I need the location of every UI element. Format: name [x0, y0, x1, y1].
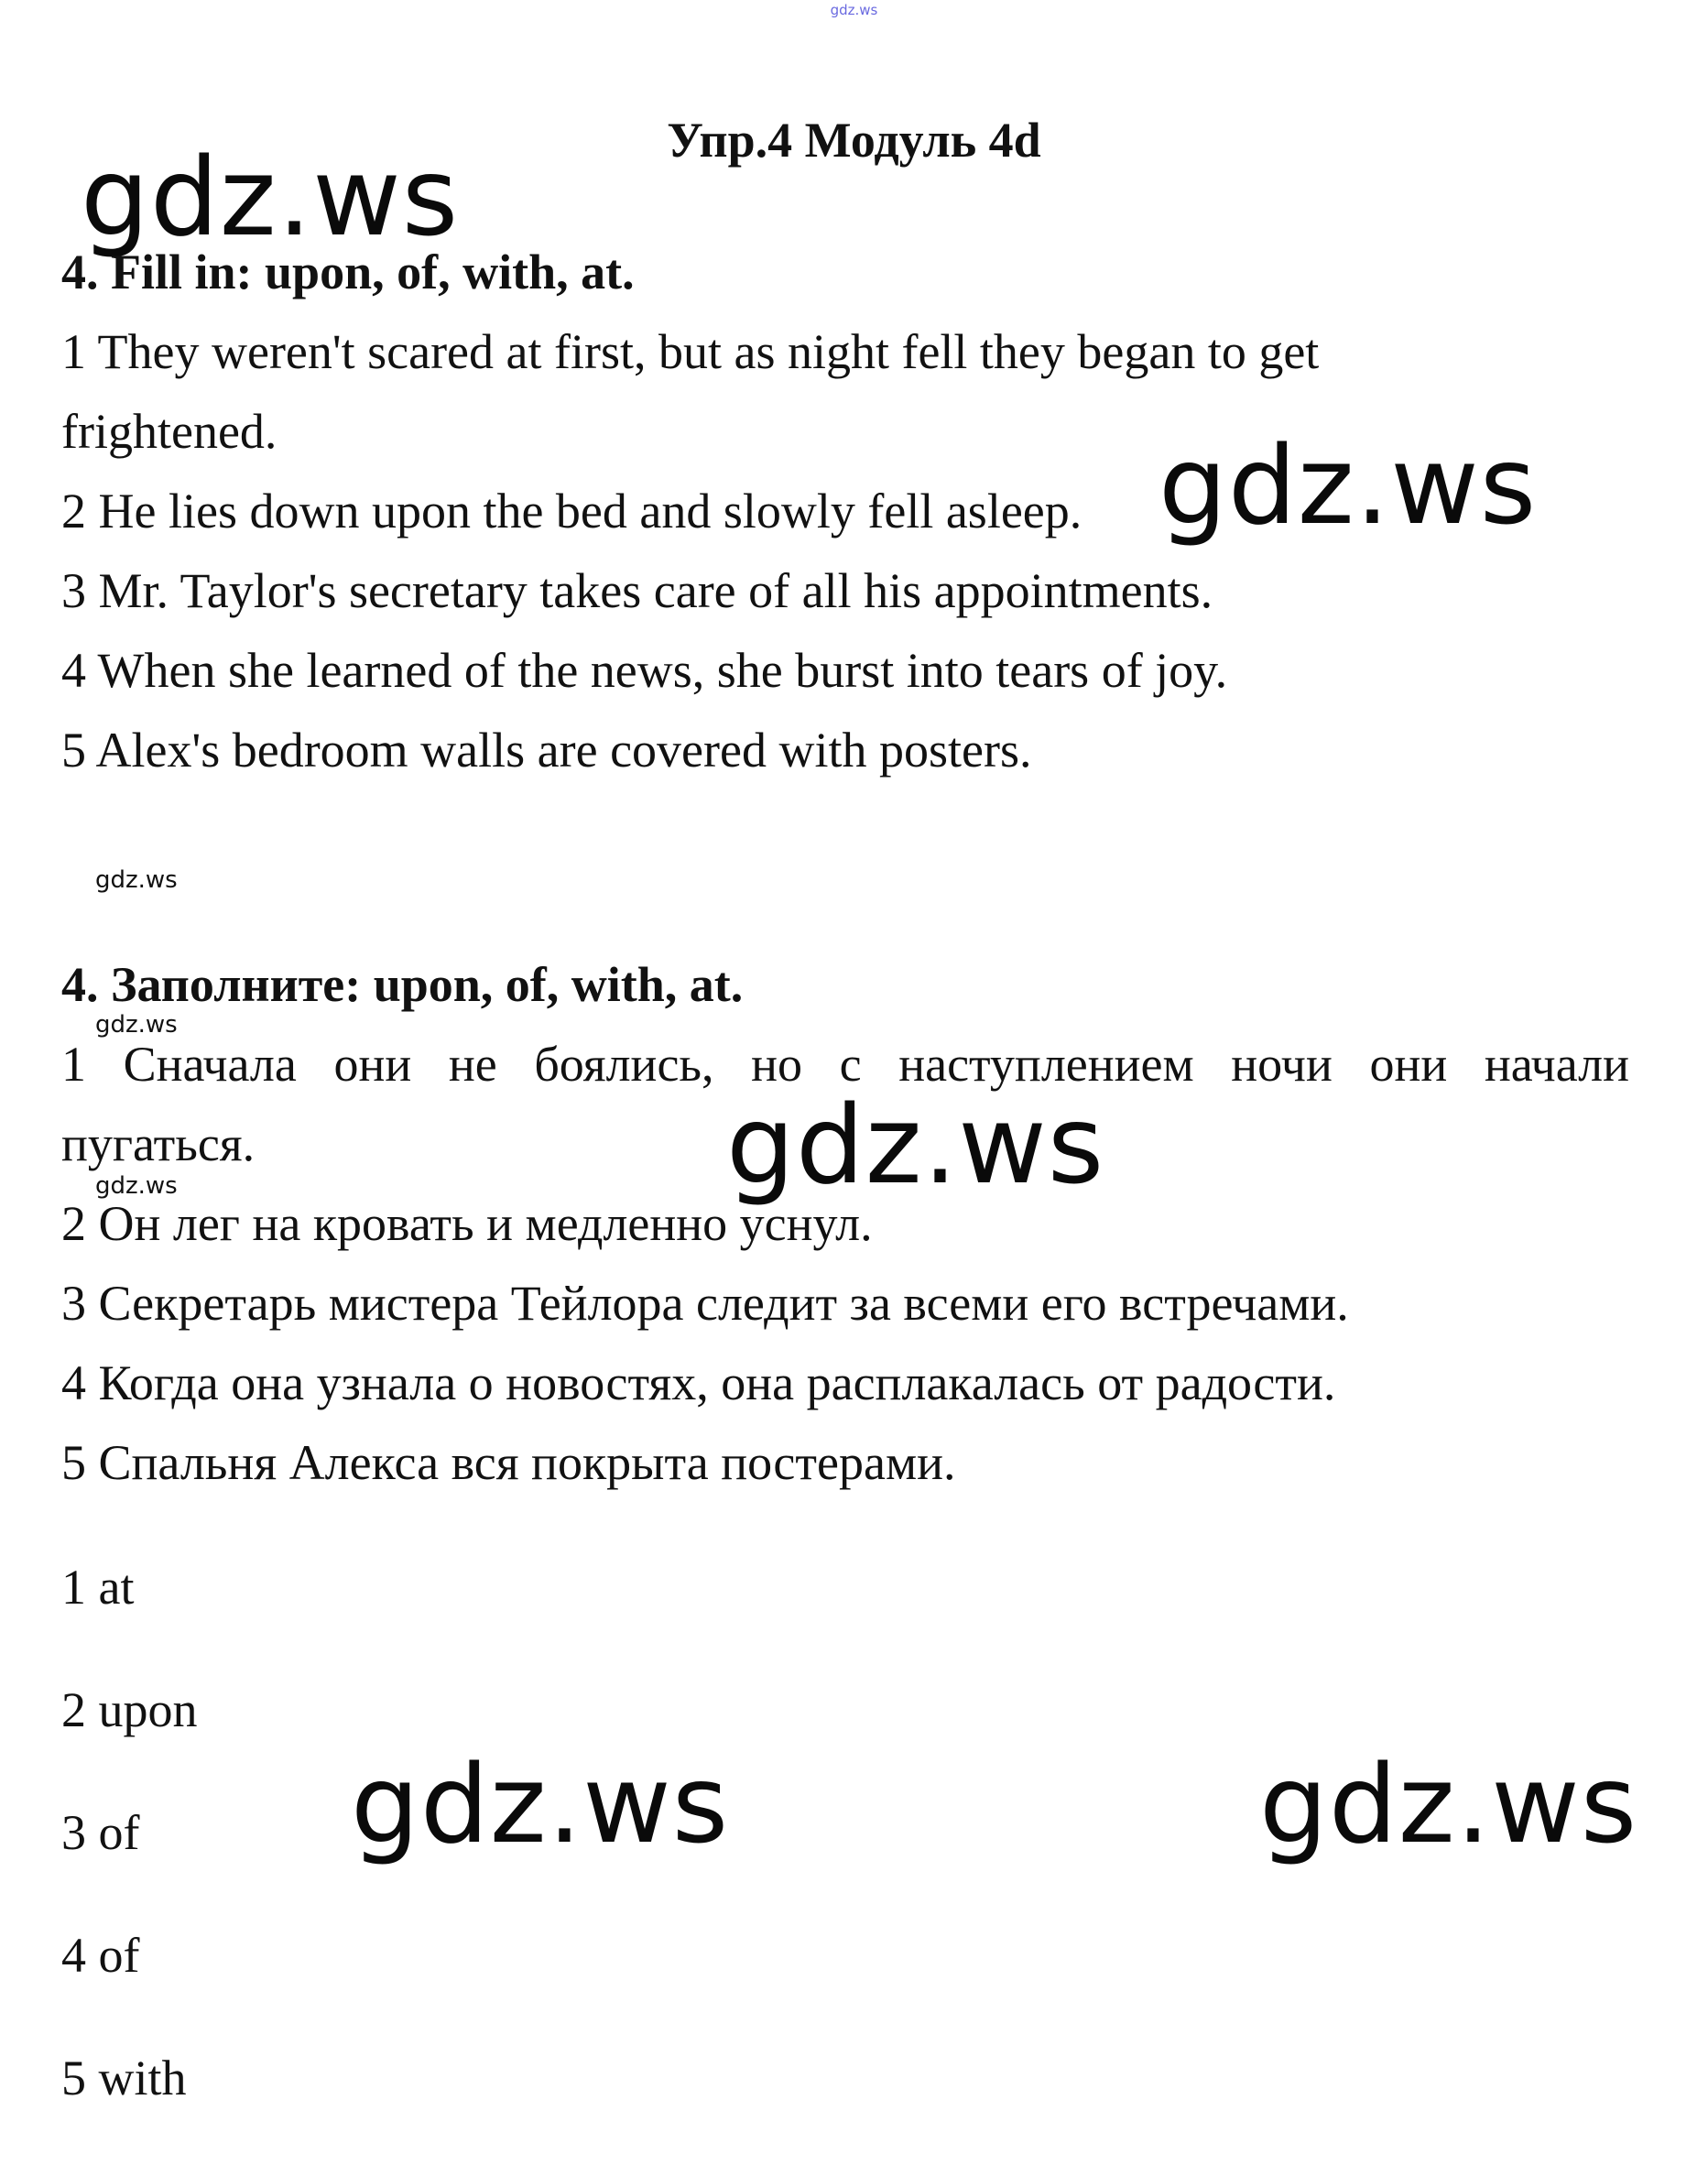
english-sentence-2: 2 He lies down upon the bed and slowly fell asleep.: [61, 484, 1082, 539]
answer-1: 1 at: [61, 1560, 135, 1615]
watermark-big-5: gdz.ws: [1259, 1741, 1638, 1867]
watermark-small-3: gdz.ws: [95, 1172, 178, 1200]
answer-2: 2 upon: [61, 1682, 198, 1737]
russian-sentence-1a: 1 Сначала они не боялись, но с наступлением ночи они начали: [61, 1037, 1629, 1092]
page-title: Упр.4 Модуль 4d: [667, 113, 1041, 168]
english-sentence-3: 3 Mr. Taylor's secretary takes care of all his appointments.: [61, 563, 1213, 618]
watermark-big-1: gdz.ws: [81, 134, 460, 260]
english-sentence-5: 5 Alex's bedroom walls are covered with posters.: [61, 723, 1032, 778]
watermark-big-2: gdz.ws: [1159, 422, 1538, 549]
english-sentence-4: 4 When she learned of the news, she burst into tears of joy.: [61, 643, 1228, 698]
watermark-big-4: gdz.ws: [351, 1741, 730, 1867]
english-heading: 4. Fill in: upon, of, with, at.: [61, 245, 635, 299]
russian-heading: 4. Заполните: upon, of, with, at.: [61, 957, 744, 1012]
answer-5: 5 with: [61, 2051, 187, 2105]
watermark-small-1: gdz.ws: [95, 866, 178, 894]
english-sentence-1a: 1 They weren't scared at first, but as night fell they began to get: [61, 324, 1320, 379]
russian-sentence-1b: пугаться.: [61, 1116, 256, 1171]
russian-sentence-5: 5 Спальня Алекса вся покрыта постерами.: [61, 1435, 956, 1490]
russian-sentence-2: 2 Он лег на кровать и медленно уснул.: [61, 1196, 873, 1251]
watermark-small-2: gdz.ws: [95, 1011, 178, 1039]
russian-sentence-4: 4 Когда она узнала о новостях, она расплакалась от радости.: [61, 1355, 1336, 1410]
english-sentence-1b: frightened.: [61, 404, 277, 459]
watermark-big-3: gdz.ws: [726, 1082, 1105, 1208]
answer-3: 3 of: [61, 1805, 140, 1860]
answer-4: 4 of: [61, 1928, 140, 1983]
russian-sentence-3: 3 Секретарь мистера Тейлора следит за всеми его встречами.: [61, 1276, 1349, 1331]
watermark-top: gdz.ws: [830, 2, 878, 18]
